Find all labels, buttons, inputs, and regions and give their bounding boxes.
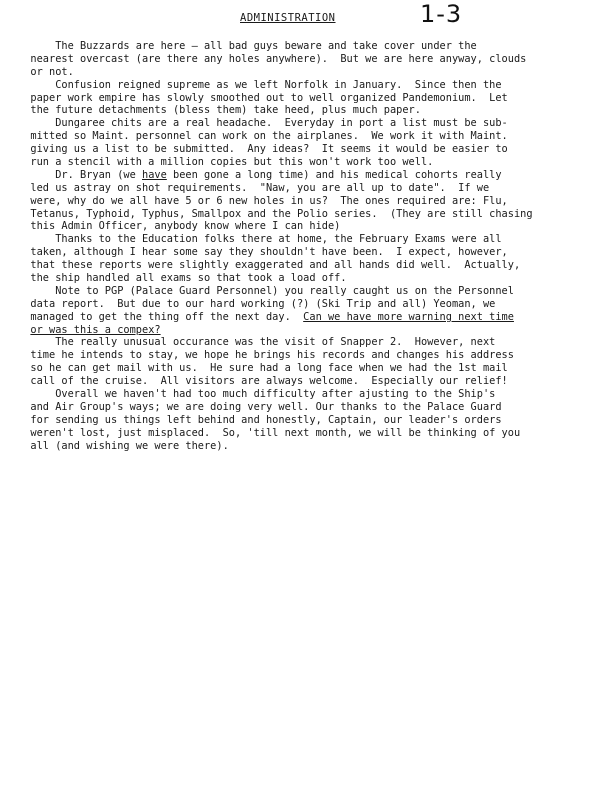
text-line: all (and wishing we were there). bbox=[18, 439, 229, 452]
text-line: nearest overcast (are there any holes anywhere). But we are here anyway, clouds bbox=[18, 52, 527, 65]
text-line: mitted so Maint. personnel can work on the airplanes. We work it with Maint. bbox=[18, 130, 508, 143]
text-line: the ship handled all exams so that took a load off. bbox=[18, 272, 347, 285]
underlined-text: have bbox=[142, 168, 167, 181]
text-line: Overall we haven't had too much difficulty after ajusting to the Ship's bbox=[18, 388, 496, 401]
text-line: weren't lost, just misplaced. So, 'till next month, we will be thinking of you bbox=[18, 426, 521, 439]
text-line: giving us a list to be submitted. Any ideas? It seems it would be easier to bbox=[18, 143, 508, 156]
text-line: Tetanus, Typhoid, Typhus, Smallpox and the Polio series. (They are still chasing bbox=[18, 207, 533, 220]
text-line: The really unusual occurance was the visit of Snapper 2. However, next bbox=[18, 336, 496, 349]
text-line: led us astray on shot requirements. "Naw, you are all up to date". If we bbox=[18, 181, 490, 194]
text-line: Dungaree chits are a real headache. Everyday in port a list must be sub- bbox=[18, 117, 508, 130]
text-line: data report. But due to our hard working (?) (Ski Trip and all) Yeoman, we bbox=[18, 297, 496, 310]
text-line: paper work empire has slowly smoothed out to well organized Pandemonium. Let bbox=[18, 91, 508, 104]
text-line: this Admin Officer, anybody know where I can hide) bbox=[18, 220, 341, 233]
page-title: ADMINISTRATION bbox=[240, 12, 336, 24]
text-line: Confusion reigned supreme as we left Norfolk in January. Since then the bbox=[18, 78, 502, 91]
text-line bbox=[18, 169, 568, 182]
text-segment: been gone a long time) and his medical cohorts really bbox=[166, 168, 502, 181]
text-line: time he intends to stay, we hope he brings his records and changes his address bbox=[18, 349, 514, 362]
text-line: or not. bbox=[18, 65, 74, 78]
text-line: taken, although I hear some say they shouldn't have been. I expect, however, bbox=[18, 246, 508, 259]
text-line: that these reports were slightly exaggerated and all hands did well. Actually, bbox=[18, 259, 521, 272]
underlined-text: or was this a compex? bbox=[30, 323, 161, 336]
text-segment: Dr. Bryan (we bbox=[18, 168, 142, 181]
text-line: so he can get mail with us. He sure had a long face when we had the 1st mail bbox=[18, 362, 508, 375]
text-line: the future detachments (bless them) take heed, plus much paper. bbox=[18, 104, 421, 117]
text-line: run a stencil with a million copies but this won't work too well. bbox=[18, 156, 434, 169]
text-line: for sending us things left behind and honestly, Captain, our leader's orders bbox=[18, 413, 502, 426]
text-line: and Air Group's ways; we are doing very well. Our thanks to the Palace Guard bbox=[18, 400, 502, 413]
text-line: Thanks to the Education folks there at home, the February Exams were all bbox=[18, 233, 502, 246]
text-line bbox=[18, 324, 568, 337]
text-line: were, why do we all have 5 or 6 new holes in us? The ones required are: Flu, bbox=[18, 194, 508, 207]
document-body bbox=[18, 40, 568, 453]
text-line bbox=[18, 311, 568, 324]
text-line: Note to PGP (Palace Guard Personnel) you really caught us on the Personnel bbox=[18, 284, 514, 297]
text-line: The Buzzards are here — all bad guys beware and take cover under the bbox=[18, 40, 477, 52]
text-segment: managed to get the thing off the next day. bbox=[18, 310, 304, 323]
text-line: call of the cruise. All visitors are always welcome. Especially our relief! bbox=[18, 375, 508, 388]
text-segment bbox=[18, 324, 30, 336]
handwritten-page-number: 1-3 bbox=[420, 0, 463, 28]
underlined-text: Can we have more warning next time bbox=[303, 310, 514, 323]
